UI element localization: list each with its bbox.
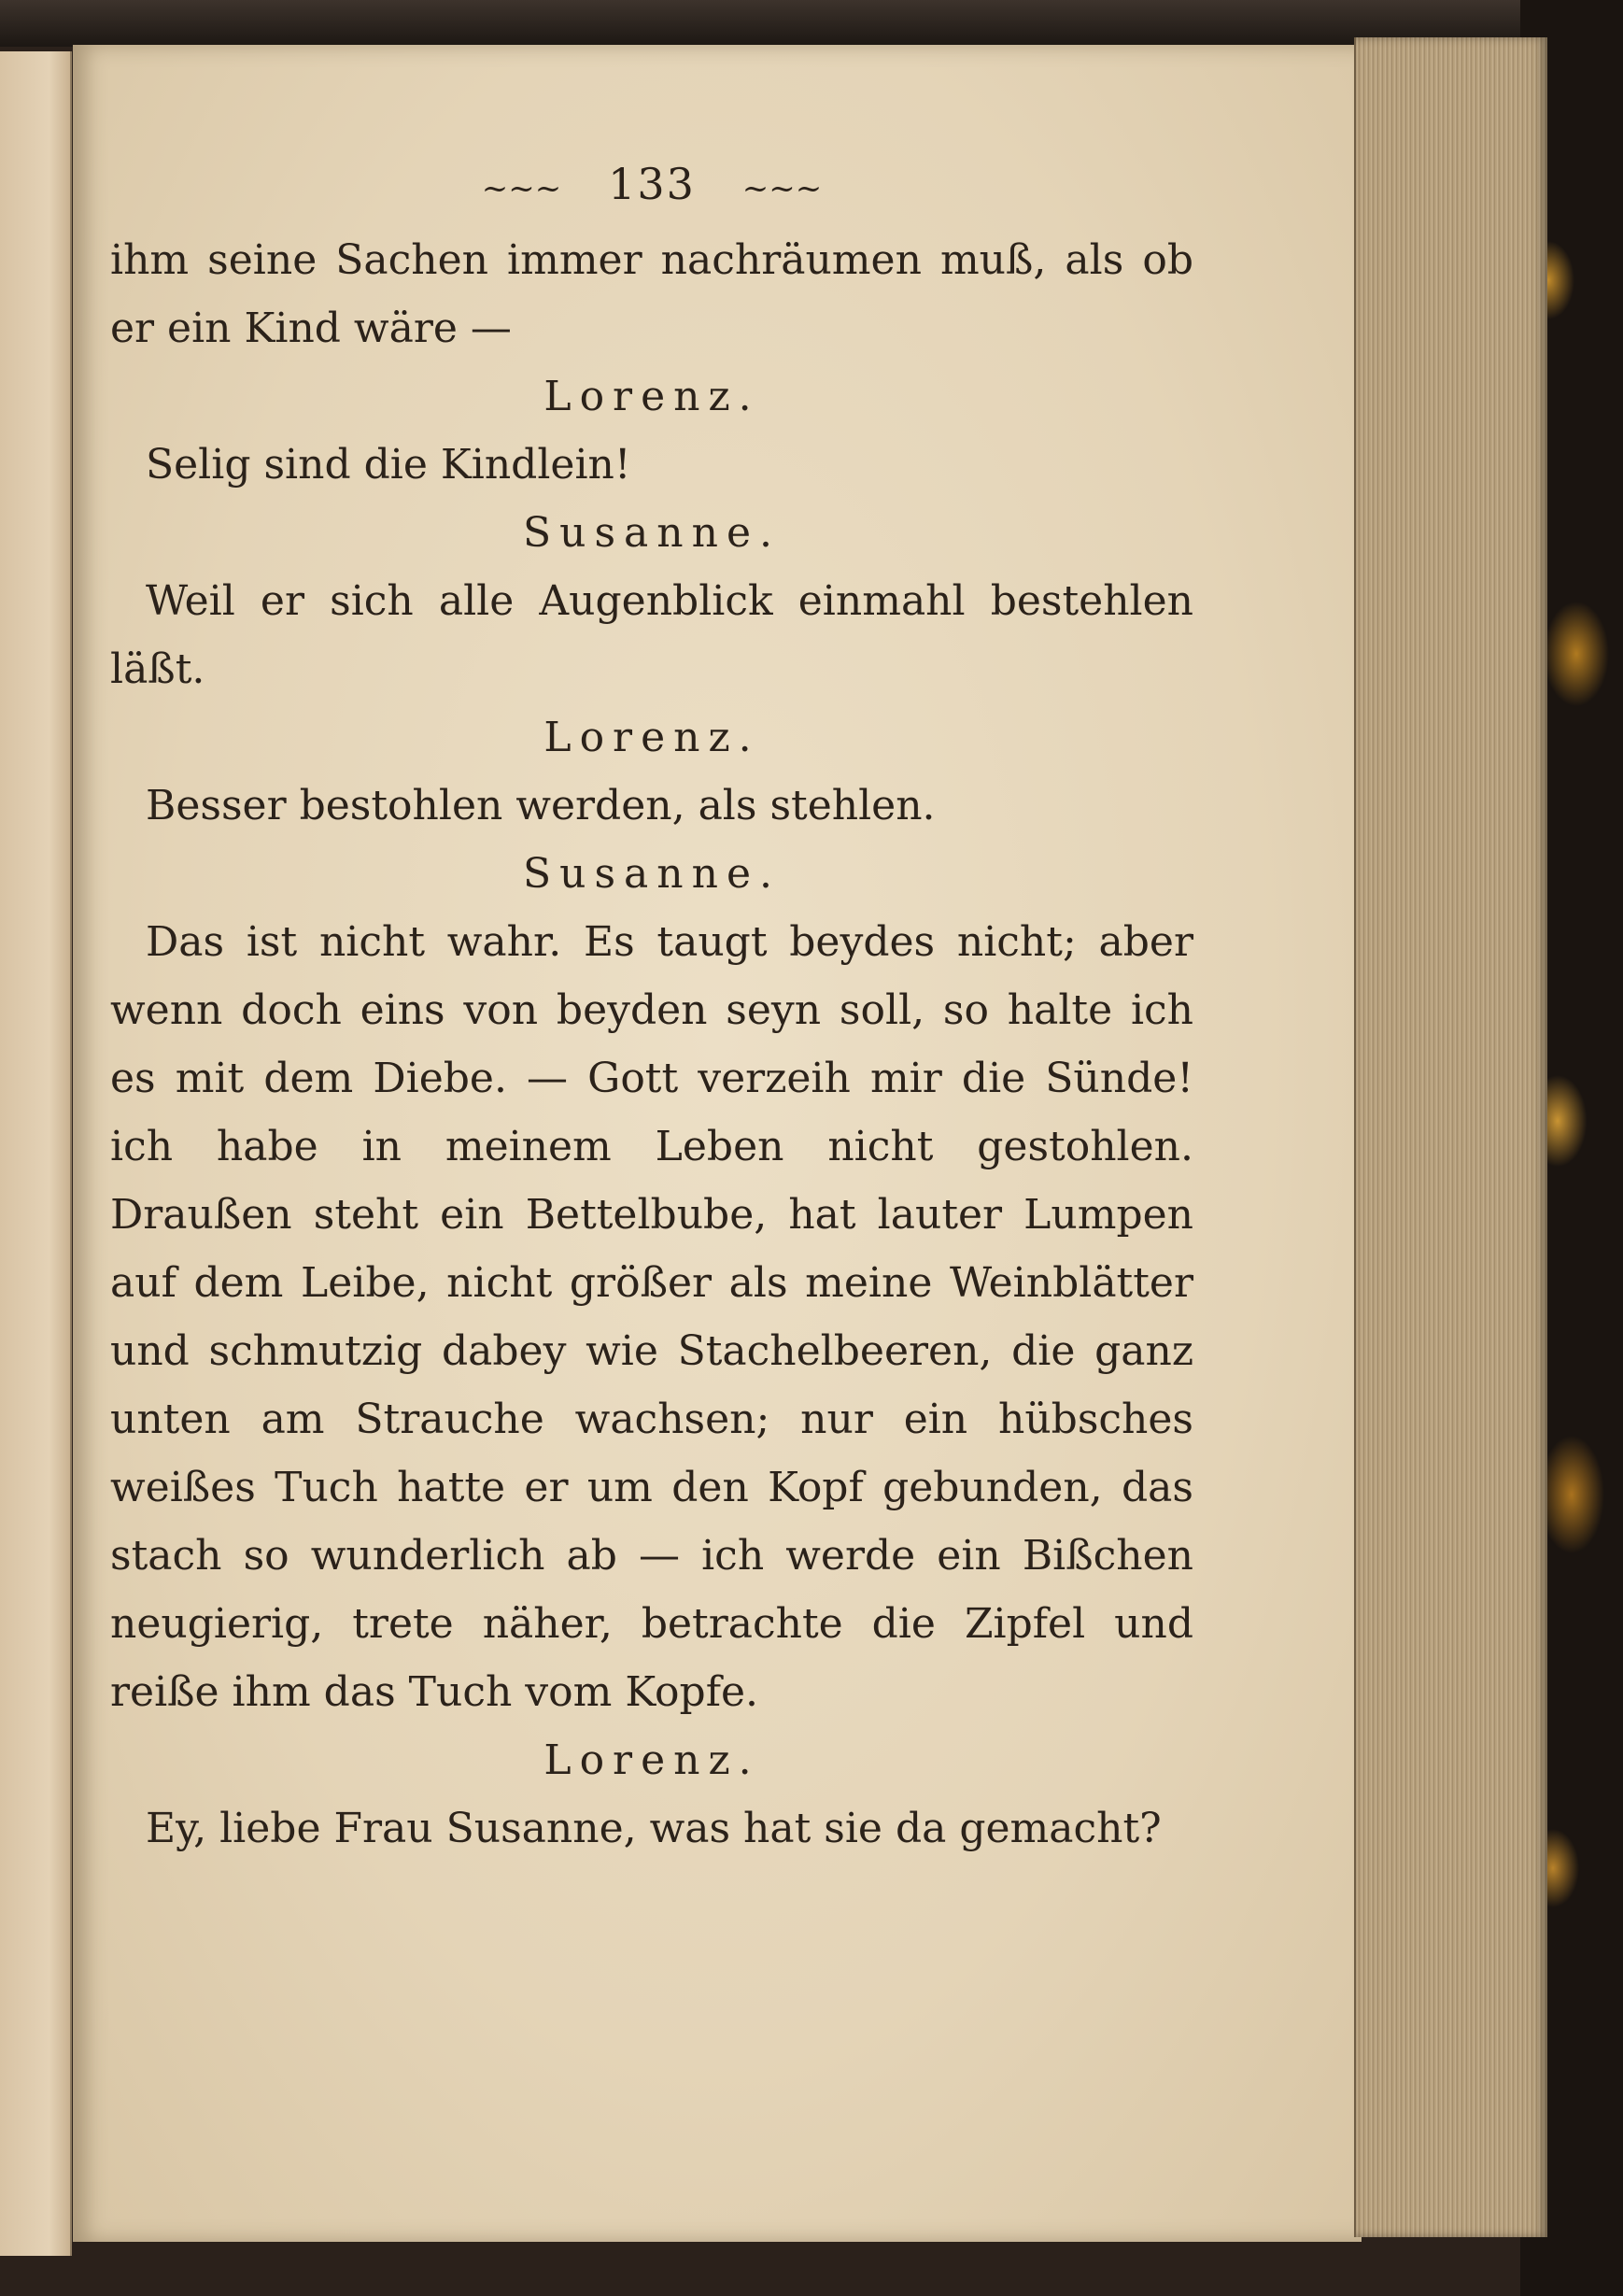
speaker-name: Lorenz. [543,373,760,420]
page-stack-edge [1354,37,1547,2237]
speaker-name: Lorenz. [543,1736,760,1784]
speech-text: Selig sind die Kindlein! [146,441,631,489]
folio-ornament-right: ~~~ [741,170,823,207]
speaker-name: Lorenz. [543,714,760,761]
speech-text: Besser bestohlen werden, als stehlen. [146,782,936,829]
speech-text: Ey, liebe Frau Susanne, was hat sie da gemacht? [146,1805,1162,1852]
page-header [110,159,1193,209]
folio-ornament-left: ~~~ [481,170,562,207]
speech-text: Das ist nicht wahr. Es taugt beydes nicht; aber wenn doch eins von beyden seyn soll, so halte ich es mit dem Diebe. — Gott verzeih mir die Sünde! ich habe in meinem Leben nicht gestohlen. Draußen steht ein Bettelbube, hat lauter Lumpen auf dem Leibe, nicht größer als meine Weinblätter und schmutzig dabey wie Stachelbeeren, die ganz unten am Strauche wachsen; nur ein hübsches weißes Tuch hatte er um den Kopf gebunden, das stach so wunderlich ab — ich werde ein Bißchen neugierig, trete näher, betrachte die Zipfel und reiße ihm das Tuch vom Kopfe. [110,918,1193,1716]
text-column [110,159,1193,1863]
speech-text: Weil er sich alle Augenblick einmahl bestehlen läßt. [110,577,1193,693]
page-number: 133 [608,159,696,209]
continuation-text: ihm seine Sachen immer nachräumen muß, als ob er ein Kind wäre — [110,236,1193,352]
speaker-name: Susanne. [523,850,781,898]
speaker-name: Susanne. [523,509,781,557]
facing-page-edge [0,51,72,2256]
